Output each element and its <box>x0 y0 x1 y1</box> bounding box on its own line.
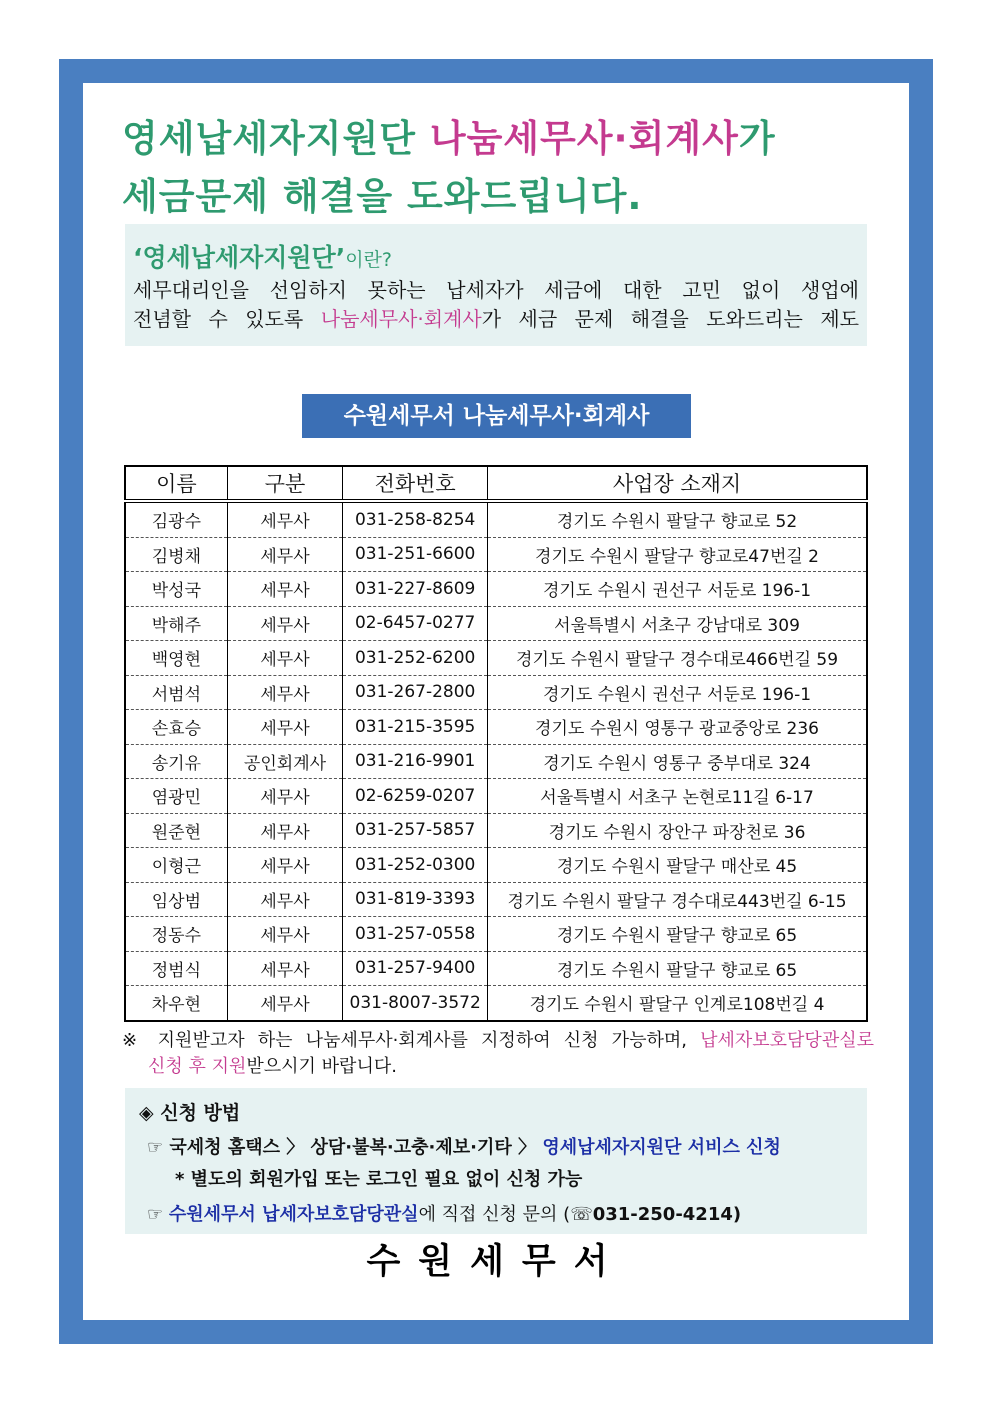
cell-phone: 031-215-3595 <box>343 710 488 745</box>
table-row <box>125 641 867 676</box>
application-heading: ◈ 신청 방법 <box>139 1102 241 1124</box>
table-row <box>125 606 867 641</box>
table-row <box>125 813 867 848</box>
page-title <box>122 110 882 226</box>
header-type: 구분 <box>227 466 343 501</box>
table-row <box>125 882 867 917</box>
cell-address: 경기도 수원시 영통구 중부대로 324 <box>488 744 867 779</box>
title-line-1: 영세납세자지원단 나눔세무사·회계사가 <box>122 117 776 160</box>
table-row <box>125 951 867 986</box>
cell-phone: 031-252-6200 <box>343 641 488 676</box>
cell-phone: 031-267-2800 <box>343 675 488 710</box>
cell-type: 세무사 <box>227 572 343 607</box>
cell-type: 세무사 <box>227 641 343 676</box>
cell-phone: 02-6259-0207 <box>343 779 488 814</box>
table-row <box>125 917 867 952</box>
application-box <box>125 1088 867 1234</box>
cell-address: 경기도 수원시 팔달구 경수대로443번길 6-15 <box>488 882 867 917</box>
table-row <box>125 572 867 607</box>
intro-description: 세무대리인을 선임하지 못하는 납세자가 세금에 대한 고민 없이 생업에 전념할 수 있도록 나눔세무사·회계사가 세금 문제 해결을 도와드리는 제도 <box>133 278 860 331</box>
cell-address: 서울특별시 서초구 논현로11길 6-17 <box>488 779 867 814</box>
advisor-table <box>124 465 868 1022</box>
cell-phone: 031-819-3393 <box>343 882 488 917</box>
office-name-footer: 수원세무서 <box>366 1242 626 1282</box>
table-body <box>125 501 867 1021</box>
cell-name: 정동수 <box>125 917 227 952</box>
cell-phone: 031-8007-3572 <box>343 986 488 1021</box>
cell-address: 경기도 수원시 팔달구 향교로 65 <box>488 951 867 986</box>
table-row <box>125 779 867 814</box>
cell-name: 임상범 <box>125 882 227 917</box>
cell-type: 세무사 <box>227 848 343 883</box>
cell-address: 경기도 수원시 팔달구 매산로 45 <box>488 848 867 883</box>
cell-type: 세무사 <box>227 917 343 952</box>
no-login-note: * 별도의 회원가입 또는 로그인 필요 없이 신청 가능 <box>175 1169 583 1190</box>
intro-heading: ‘영세납세자지원단’이란? <box>133 243 392 272</box>
cell-address: 경기도 수원시 권선구 서둔로 196-1 <box>488 675 867 710</box>
office-contact: ☞ 수원세무서 납세자보호담당관실에 직접 신청 문의 (☏031-250-4214) <box>147 1204 742 1225</box>
hometax-path: ☞ 국세청 홈택스 〉 상담·불복·고충·제보·기타 〉 영세납세자지원단 서비스 신청 <box>147 1137 781 1158</box>
cell-type: 세무사 <box>227 710 343 745</box>
cell-address: 경기도 수원시 팔달구 경수대로466번길 59 <box>488 641 867 676</box>
cell-name: 백영현 <box>125 641 227 676</box>
cell-name: 원준현 <box>125 813 227 848</box>
cell-address: 경기도 수원시 팔달구 향교로 65 <box>488 917 867 952</box>
cell-name: 손효승 <box>125 710 227 745</box>
table-row <box>125 501 867 537</box>
cell-type: 세무사 <box>227 501 343 537</box>
header-address: 사업장 소재지 <box>488 466 867 501</box>
cell-phone: 031-257-9400 <box>343 951 488 986</box>
table-row <box>125 537 867 572</box>
cell-phone: 031-257-0558 <box>343 917 488 952</box>
header-phone: 전화번호 <box>343 466 488 501</box>
cell-name: 차우현 <box>125 986 227 1021</box>
cell-type: 세무사 <box>227 537 343 572</box>
cell-phone: 031-216-9901 <box>343 744 488 779</box>
cell-address: 경기도 수원시 장안구 파장천로 36 <box>488 813 867 848</box>
header-name: 이름 <box>125 466 227 501</box>
notice-text: ※ 지원받고자 하는 나눔세무사·회계사를 지정하여 신청 가능하며, 납세자보호담당관실로 신청 후 지원받으시기 바랍니다. <box>122 1030 874 1077</box>
table-row <box>125 744 867 779</box>
cell-type: 세무사 <box>227 779 343 814</box>
table-row <box>125 986 867 1021</box>
cell-name: 김광수 <box>125 501 227 537</box>
cell-phone: 031-252-0300 <box>343 848 488 883</box>
title-line-2: 세금문제 해결을 도와드립니다. <box>122 175 643 218</box>
cell-phone: 031-227-8609 <box>343 572 488 607</box>
cell-type: 세무사 <box>227 882 343 917</box>
cell-type: 세무사 <box>227 951 343 986</box>
cell-type: 세무사 <box>227 813 343 848</box>
table-row <box>125 710 867 745</box>
cell-phone: 031-251-6600 <box>343 537 488 572</box>
cell-name: 정범식 <box>125 951 227 986</box>
cell-address: 경기도 수원시 팔달구 향교로47번길 2 <box>488 537 867 572</box>
cell-phone: 031-257-5857 <box>343 813 488 848</box>
cell-address: 경기도 수원시 영통구 광교중앙로 236 <box>488 710 867 745</box>
cell-name: 염광민 <box>125 779 227 814</box>
cell-name: 박해주 <box>125 606 227 641</box>
cell-type: 공인회계사 <box>227 744 343 779</box>
cell-phone: 031-258-8254 <box>343 501 488 537</box>
cell-type: 세무사 <box>227 675 343 710</box>
section-title: 수원세무서 나눔세무사·회계사 <box>302 394 691 438</box>
cell-type: 세무사 <box>227 606 343 641</box>
cell-address: 경기도 수원시 팔달구 인계로108번길 4 <box>488 986 867 1021</box>
cell-address: 서울특별시 서초구 강남대로 309 <box>488 606 867 641</box>
table-row <box>125 848 867 883</box>
table-header-row <box>125 466 867 501</box>
cell-name: 송기유 <box>125 744 227 779</box>
cell-address: 경기도 수원시 권선구 서둔로 196-1 <box>488 572 867 607</box>
cell-type: 세무사 <box>227 986 343 1021</box>
cell-name: 이형근 <box>125 848 227 883</box>
table-row <box>125 675 867 710</box>
intro-box <box>125 224 867 346</box>
cell-phone: 02-6457-0277 <box>343 606 488 641</box>
cell-address: 경기도 수원시 팔달구 향교로 52 <box>488 501 867 537</box>
cell-name: 서범석 <box>125 675 227 710</box>
cell-name: 김병채 <box>125 537 227 572</box>
cell-name: 박성국 <box>125 572 227 607</box>
